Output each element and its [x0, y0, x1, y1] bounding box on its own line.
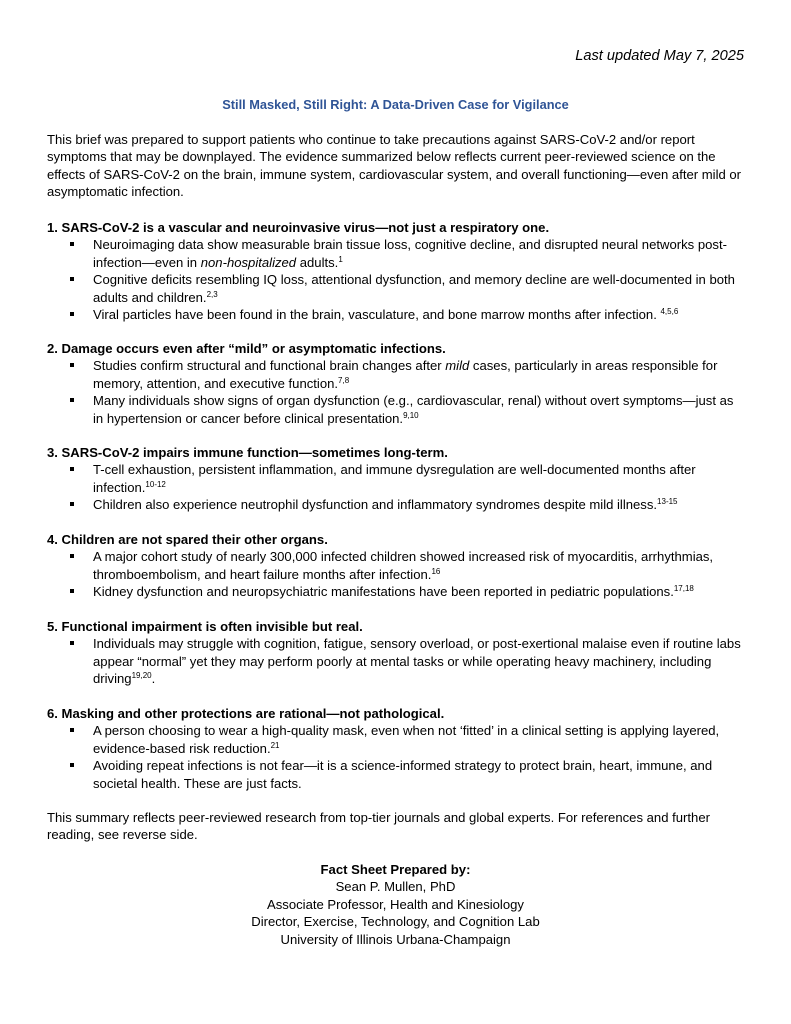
bullet-item — [47, 306, 747, 323]
bullet-list — [47, 635, 747, 687]
section-4 — [47, 531, 747, 601]
bullet-item — [47, 757, 747, 792]
section-6 — [47, 705, 747, 792]
citation-superscript: 17,18 — [673, 584, 694, 594]
author-position: Associate Professor, Health and Kinesiology — [267, 896, 524, 912]
section-5 — [47, 618, 747, 688]
bullet-text: Viral particles have been found in the brain, vasculature, and bone marrow months after infection. — [93, 307, 661, 323]
bullet-text-tail: . — [151, 671, 156, 687]
bullet-item — [47, 583, 747, 600]
citation-superscript: 4,5,6 — [660, 307, 679, 317]
bullet-text: Kidney dysfunction and neuropsychiatric manifestations have been reported in pediatric populations. — [93, 584, 674, 600]
bullet-square-icon — [70, 467, 74, 471]
bullet-square-icon — [70, 728, 74, 732]
bullet-text: A person choosing to wear a high-quality mask, even when not ‘fitted’ in a clinical setting is applying layered, evidence-based risk reduction. — [93, 723, 720, 756]
section-2 — [47, 340, 747, 427]
author-name: Sean P. Mullen, PhD — [335, 879, 456, 895]
bullet-text-tail: adults. — [296, 254, 339, 270]
bullet-item — [47, 461, 747, 496]
bullet-item — [47, 548, 747, 583]
emphasis-text: mild — [445, 358, 470, 374]
bullet-item — [47, 236, 747, 271]
author-university: University of Illinois Urbana-Champaign — [280, 931, 511, 947]
bullet-text: Cognitive deficits resembling IQ loss, attentional dysfunction, and memory decline are well-documented in both adults and children. — [93, 272, 735, 305]
document-title: Still Masked, Still Right: A Data-Driven Case for Vigilance — [222, 97, 569, 112]
section-heading: 2. Damage occurs even after “mild” or asymptomatic infections. — [47, 341, 446, 356]
bullet-item — [47, 722, 747, 757]
citation-superscript: 10-12 — [145, 479, 166, 489]
bullet-item — [47, 392, 747, 427]
bullet-text: Children also experience neutrophil dysfunction and inflammatory syndromes despite mild illness. — [93, 497, 658, 513]
bullet-square-icon — [70, 589, 74, 593]
bullet-text: Individuals may struggle with cognition, fatigue, sensory overload, or post-exertional malaise even if routine labs appear “normal” yet they may perform poorly at mental tasks or while operating heavy machinery, including driving — [93, 636, 741, 687]
section-heading: 3. SARS-CoV-2 impairs immune function—sometimes long-term. — [47, 445, 448, 460]
bullet-square-icon — [70, 502, 74, 506]
intro-paragraph: This brief was prepared to support patients who continue to take precautions against SARS-CoV-2 and/or report symptoms that may be downplayed. The evidence summarized below reflects current peer-reviewed science on the effects of SARS-CoV-2 on the brain, immune system, cardiovascular system, and overall functioning—even after mild or asymptomatic infection. — [47, 132, 742, 200]
bullet-list — [47, 461, 747, 513]
bullet-square-icon — [70, 242, 74, 246]
bullet-square-icon — [70, 763, 74, 767]
bullet-square-icon — [70, 398, 74, 402]
citation-superscript: 7,8 — [338, 375, 350, 385]
citation-superscript: 13-15 — [657, 497, 678, 507]
bullet-text: Neuroimaging data show measurable brain tissue loss, cognitive decline, and disrupted neural networks post-infection—even in — [93, 237, 727, 270]
section-heading: 5. Functional impairment is often invisible but real. — [47, 619, 363, 634]
prepared-by-block — [0, 861, 791, 948]
section-heading: 6. Masking and other protections are rational—not pathological. — [47, 706, 445, 721]
bullet-item — [47, 357, 747, 392]
prepared-by-label: Fact Sheet Prepared by: — [320, 862, 471, 877]
bullet-text: A major cohort study of nearly 300,000 infected children showed increased risk of myocarditis, arrhythmias, thromboembolism, and heart failure months after infection. — [93, 549, 714, 582]
bullet-text: Avoiding repeat infections is not fear—it is a science-informed strategy to protect brain, heart, immune, and societal health. These are just facts. — [93, 758, 713, 791]
bullet-list — [47, 357, 747, 427]
citation-superscript: 19,20 — [131, 671, 152, 681]
citation-superscript: 1 — [338, 254, 343, 264]
section-heading: 4. Children are not spared their other organs. — [47, 532, 328, 547]
citation-superscript: 16 — [431, 566, 441, 576]
bullet-text-tail: cases, particularly in areas responsible for memory, attention, and executive function. — [93, 358, 718, 391]
bullet-square-icon — [70, 312, 74, 316]
citation-superscript: 9,10 — [403, 410, 419, 420]
bullet-text: Many individuals show signs of organ dysfunction (e.g., cardiovascular, renal) without overt symptoms—just as in hypertension or cancer before clinical presentation. — [93, 393, 734, 426]
bullet-list — [47, 548, 747, 600]
section-heading: 1. SARS-CoV-2 is a vascular and neuroinvasive virus—not just a respiratory one. — [47, 220, 550, 235]
emphasis-text: non-hospitalized — [200, 254, 297, 270]
section-1 — [47, 219, 747, 323]
bullet-square-icon — [70, 363, 74, 367]
section-3 — [47, 444, 747, 514]
citation-superscript: 21 — [270, 740, 280, 750]
bullet-text: T-cell exhaustion, persistent inflammation, and immune dysregulation are well-documented months after infection. — [93, 462, 696, 495]
bullet-square-icon — [70, 277, 74, 281]
bullet-item — [47, 496, 747, 513]
bullet-list — [47, 722, 747, 792]
citation-superscript: 2,3 — [206, 289, 218, 299]
bullet-square-icon — [70, 554, 74, 558]
summary-paragraph: This summary reflects peer-reviewed research from top-tier journals and global experts. For references and further reading, see reverse side. — [47, 810, 710, 843]
bullet-list — [47, 236, 747, 323]
bullet-square-icon — [70, 641, 74, 645]
bullet-item — [47, 635, 747, 687]
last-updated-date: Last updated May 7, 2025 — [575, 48, 744, 64]
author-lab: Director, Exercise, Technology, and Cognition Lab — [251, 914, 540, 930]
bullet-text: Studies confirm structural and functional brain changes after — [93, 358, 446, 374]
bullet-item — [47, 271, 747, 306]
